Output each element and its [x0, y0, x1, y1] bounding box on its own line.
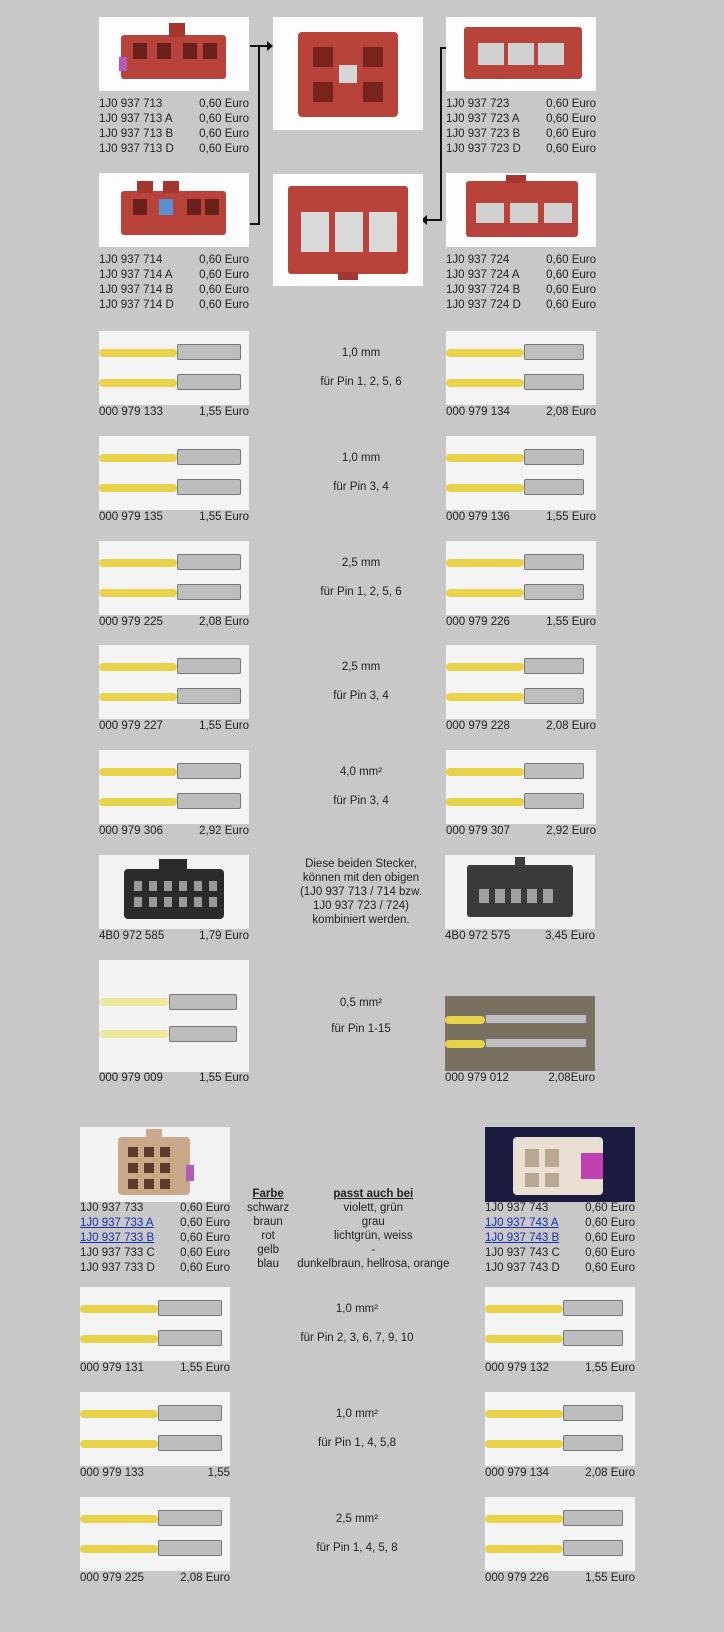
- pin-spec: [264, 1512, 450, 1555]
- part-row: 000 979 225 2,08 Euro: [99, 616, 249, 628]
- part-row: 000 979 135 1,55 Euro: [99, 511, 249, 523]
- part-row: 1J0 937 723 D 0,60 Euro: [446, 143, 596, 155]
- part-list-pin-left: [99, 510, 249, 525]
- part-list-009: [99, 1071, 249, 1086]
- part-row: 4B0 972 575 3,45 Euro: [445, 930, 595, 942]
- table-row: gelb -: [257, 1244, 376, 1256]
- part-row: 1J0 937 743 C 0,60 Euro: [485, 1247, 635, 1259]
- part-link[interactable]: 1J0 937 743 A: [485, 1217, 559, 1229]
- part-list-pin-left: [99, 824, 249, 839]
- pin-009-photo: [99, 960, 249, 1072]
- small-pins-spec: 0,5 mm² für Pin 1-15: [331, 997, 391, 1035]
- part-link[interactable]: 1J0 937 733 B: [80, 1232, 155, 1244]
- part-list-pin-left: [80, 1466, 230, 1481]
- pin-photo-left: [99, 541, 249, 615]
- pin-photo-right: [485, 1392, 635, 1466]
- pin-usage: für Pin 3, 4: [333, 481, 389, 493]
- part-list-black-right: [445, 929, 595, 944]
- wire-size: 2,5 mm: [341, 557, 381, 569]
- part-list-black-left: [99, 929, 249, 944]
- part-row: 000 979 131 1,55 Euro: [80, 1362, 230, 1374]
- part-row: 000 979 133 1,55 Euro: [99, 406, 249, 418]
- part-row: 000 979 012 2,08Euro: [445, 1072, 595, 1084]
- wire-size: 2,5 mm: [341, 661, 381, 673]
- table-row: rot lichtgrün, weiss: [261, 1230, 413, 1242]
- table-row: schwarz violett, grün: [247, 1202, 403, 1214]
- part-row: 000 979 132 1,55 Euro: [485, 1362, 635, 1374]
- part-row: 000 979 227 1,55 Euro: [99, 720, 249, 732]
- part-row: 000 979 133 1,55: [80, 1467, 230, 1479]
- part-link[interactable]: 1J0 937 743 B: [485, 1232, 560, 1244]
- pin-usage: für Pin 1, 4, 5,8: [318, 1437, 396, 1449]
- pin-photo-left: [99, 331, 249, 405]
- pin-spec: [264, 1407, 450, 1450]
- connector-743-photo: [485, 1127, 635, 1202]
- part-row: 1J0 937 724 B 0,60 Euro: [446, 284, 596, 296]
- part-list-714: [99, 253, 249, 313]
- part-list-pin-right: [446, 405, 596, 420]
- part-row: 1J0 937 723 B 0,60 Euro: [446, 128, 596, 140]
- pin-photo-right: [485, 1287, 635, 1361]
- table-header: Farbe: [252, 1188, 284, 1200]
- wire-size: 1,0 mm²: [335, 1303, 379, 1315]
- part-list-pin-left: [99, 405, 249, 420]
- pin-photo-right: [446, 645, 596, 719]
- part-list-pin-left: [80, 1571, 230, 1586]
- part-row: 1J0 937 714 0,60 Euro: [99, 254, 249, 266]
- wire-size: 1,0 mm²: [335, 1408, 379, 1420]
- part-list-713: [99, 97, 249, 157]
- black-connector-585-photo: [99, 855, 249, 929]
- black-connector-575-photo: [445, 855, 595, 929]
- part-row: 1J0 937 743 0,60 Euro: [485, 1202, 635, 1214]
- part-row: 1J0 937 723 A 0,60 Euro: [446, 113, 596, 125]
- pin-spec: [268, 660, 454, 703]
- table-header: passt auch bei: [333, 1188, 414, 1200]
- part-list-012: [445, 1071, 595, 1086]
- part-list-pin-left: [80, 1361, 230, 1376]
- pin-photo-right: [446, 541, 596, 615]
- pin-012-photo: [445, 996, 595, 1071]
- part-row: 1J0 937 733 0,60 Euro: [80, 1202, 230, 1214]
- connector-733-photo: [80, 1127, 230, 1202]
- part-row: 1J0 937 714 A 0,60 Euro: [99, 269, 249, 281]
- pin-usage: für Pin 1, 2, 5, 6: [320, 376, 402, 388]
- pin-photo-right: [485, 1497, 635, 1571]
- pin-photo-left: [80, 1287, 230, 1361]
- part-row: 000 979 009 1,55 Euro: [99, 1072, 249, 1084]
- part-list-pin-right: [446, 510, 596, 525]
- part-row: 1J0 937 743 D 0,60 Euro: [485, 1262, 635, 1274]
- part-list-pin-right: [446, 824, 596, 839]
- connector-713-photo: [99, 17, 249, 91]
- part-list-pin-left: [99, 719, 249, 734]
- part-list-pin-right: [485, 1571, 635, 1586]
- part-row: 000 979 136 1,55 Euro: [446, 511, 596, 523]
- combination-note: Diese beiden Stecker, können mit den obigen (1J0 937 713 / 714 bzw. 1J0 937 723 / 724) kombiniert werden.: [299, 858, 423, 926]
- part-row: 000 979 134 2,08 Euro: [446, 406, 596, 418]
- part-row: 000 979 134 2,08 Euro: [485, 1467, 635, 1479]
- part-list-pin-right: [485, 1466, 635, 1481]
- table-row: braun grau: [253, 1216, 385, 1228]
- color-table: [243, 1187, 453, 1271]
- part-row: 1J0 937 733 B 0,60 Euro: [80, 1232, 230, 1244]
- part-row: 1J0 937 713 0,60 Euro: [99, 98, 249, 110]
- pin-photo-left: [99, 645, 249, 719]
- part-row: 1J0 937 714 D 0,60 Euro: [99, 299, 249, 311]
- part-row: 1J0 937 733 C 0,60 Euro: [80, 1247, 230, 1259]
- part-list-733: [80, 1201, 230, 1276]
- pin-usage: für Pin 1, 2, 5, 6: [320, 586, 402, 598]
- part-row: 1J0 937 714 B 0,60 Euro: [99, 284, 249, 296]
- wire-size: 1,0 mm: [341, 347, 381, 359]
- part-row: 1J0 937 724 D 0,60 Euro: [446, 299, 596, 311]
- pin-photo-right: [446, 331, 596, 405]
- part-row: 1J0 937 724 0,60 Euro: [446, 254, 596, 266]
- part-list-pin-right: [446, 615, 596, 630]
- part-row: 1J0 937 733 A 0,60 Euro: [80, 1217, 230, 1229]
- part-list-743: [485, 1201, 635, 1276]
- part-list-pin-right: [446, 719, 596, 734]
- pin-usage: für Pin 2, 3, 6, 7, 9, 10: [300, 1332, 414, 1344]
- pin-usage: für Pin 3, 4: [333, 690, 389, 702]
- part-list-pin-left: [99, 615, 249, 630]
- part-link[interactable]: 1J0 937 733 A: [80, 1217, 154, 1229]
- part-row: 000 979 228 2,08 Euro: [446, 720, 596, 732]
- part-row: 1J0 937 713 B 0,60 Euro: [99, 128, 249, 140]
- pin-photo-right: [446, 436, 596, 510]
- part-list-723: [446, 97, 596, 157]
- part-row: 1J0 937 713 D 0,60 Euro: [99, 143, 249, 155]
- pin-spec: [268, 765, 454, 808]
- part-row: 1J0 937 733 D 0,60 Euro: [80, 1262, 230, 1274]
- pin-usage: für Pin 3, 4: [333, 795, 389, 807]
- wire-size: 4,0 mm²: [339, 766, 383, 778]
- pin-photo-left: [99, 436, 249, 510]
- part-row: 000 979 307 2,92 Euro: [446, 825, 596, 837]
- pin-spec: [268, 556, 454, 599]
- part-row: 1J0 937 743 B 0,60 Euro: [485, 1232, 635, 1244]
- wire-size: 2,5 mm²: [335, 1513, 379, 1525]
- pin-usage: für Pin 1, 4, 5, 8: [316, 1542, 398, 1554]
- pin-photo-left: [80, 1392, 230, 1466]
- part-row: 000 979 306 2,92 Euro: [99, 825, 249, 837]
- pin-spec: [268, 451, 454, 494]
- wire-size: 1,0 mm: [341, 452, 381, 464]
- part-row: 1J0 937 723 0,60 Euro: [446, 98, 596, 110]
- part-list-724: [446, 253, 596, 313]
- part-row: 1J0 937 713 A 0,60 Euro: [99, 113, 249, 125]
- part-row: 000 979 225 2,08 Euro: [80, 1572, 230, 1584]
- part-row: 000 979 226 1,55 Euro: [485, 1572, 635, 1584]
- connector-714-photo: [99, 173, 249, 247]
- part-row: 1J0 937 724 A 0,60 Euro: [446, 269, 596, 281]
- pin-spec: [264, 1302, 450, 1345]
- connector-724-photo: [446, 173, 596, 247]
- pin-photo-right: [446, 750, 596, 824]
- connector-center-bottom-photo: [273, 174, 423, 286]
- pin-photo-left: [99, 750, 249, 824]
- pin-spec: [268, 346, 454, 389]
- part-row: 000 979 226 1,55 Euro: [446, 616, 596, 628]
- part-list-pin-right: [485, 1361, 635, 1376]
- connector-723-photo: [446, 17, 596, 91]
- part-row: 1J0 937 743 A 0,60 Euro: [485, 1217, 635, 1229]
- part-row: 4B0 972 585 1,79 Euro: [99, 930, 249, 942]
- pin-photo-left: [80, 1497, 230, 1571]
- table-row: blau dunkelbraun, hellrosa, orange: [257, 1258, 450, 1270]
